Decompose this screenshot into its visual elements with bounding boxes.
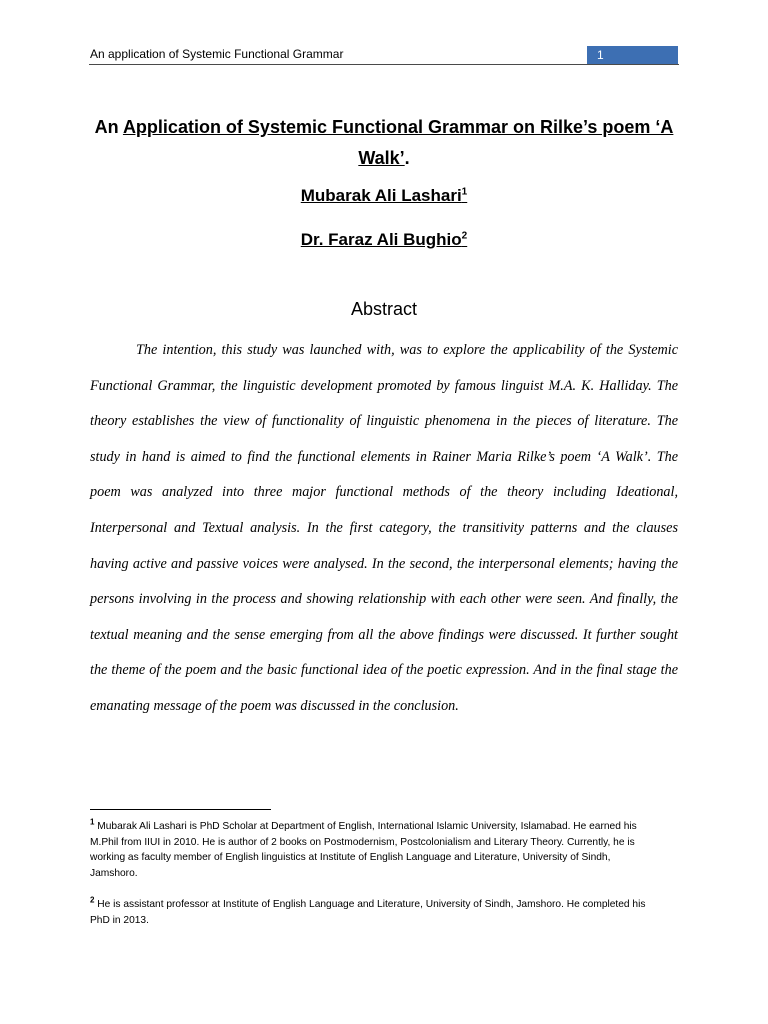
footnote-1-mark: 1 bbox=[90, 817, 95, 827]
footnote-1-text: Mubarak Ali Lashari is PhD Scholar at Department of English, International Islamic University, Islamabad. He earned his M.Phil from IIUI in 2010. He is author of 2 books on Postmodernism, Postcolonialism and Literary Theory. Currently, he is working as faculty member of English linguistics at Institute of English Language and Literature, University of Sindh, Jamshoro. bbox=[90, 821, 637, 879]
footnote-1 bbox=[90, 819, 660, 881]
paper-title-main: Application of Systemic Functional Grammar on Rilke’s poem ‘A Walk’ bbox=[122, 117, 674, 168]
footnote-2-text: He is assistant professor at Institute of English Language and Literature, University of Sindh, Jamshoro. He completed his PhD in 2013. bbox=[90, 899, 646, 926]
author-2-name: Dr. Faraz Ali Bughio$^2$ bbox=[300, 230, 468, 249]
abstract-heading: Abstract bbox=[350, 299, 418, 319]
abstract-body: The intention, this study was launched with, was to explore the applicability of the Systemic Functional Grammar, the linguistic development promoted by famous linguist M.A. K. Halliday. The theory establishes the view of functionality of linguistic phenomena in the pieces of literature. The study in hand is aimed to find the functional elements in Rainer Maria Rilke’s poem ‘A Walk’. The poem was analyzed into three major functional methods of the theory including Ideational, Interpersonal and Textual analysis. In the first category, the transitivity patterns and the clauses having active and passive voices were analysed. In the second, the interpersonal elements; having the persons involving in the process and showing relationship with each other were seen. And finally, the textual meaning and the sense emerging from all the above findings were discussed. It further sought the theme of the poem and the basic functional idea of the poetic expression. And in the final stage the emanating message of the poem was discussed in the conclusion. bbox=[90, 342, 678, 714]
header-divider bbox=[89, 64, 679, 65]
author-2-footnote-mark[interactable]: 2 bbox=[461, 230, 468, 242]
paper-title-prefix: An bbox=[94, 117, 123, 137]
page-number-badge bbox=[587, 46, 678, 64]
footnote-divider bbox=[90, 809, 271, 810]
footnote-2 bbox=[90, 897, 660, 928]
author-2 bbox=[90, 229, 678, 251]
paper-title-suffix: . bbox=[404, 148, 410, 168]
author-1-name: Mubarak Ali Lashari$^1$ bbox=[300, 186, 468, 205]
page-number: 1 bbox=[597, 48, 604, 62]
footnote-2-mark: 2 bbox=[90, 895, 95, 905]
running-header-title: An application of Systemic Functional Grammar bbox=[90, 47, 344, 61]
author-1 bbox=[90, 185, 678, 207]
paper-title bbox=[90, 112, 678, 174]
author-1-footnote-mark[interactable]: 1 bbox=[461, 186, 468, 198]
